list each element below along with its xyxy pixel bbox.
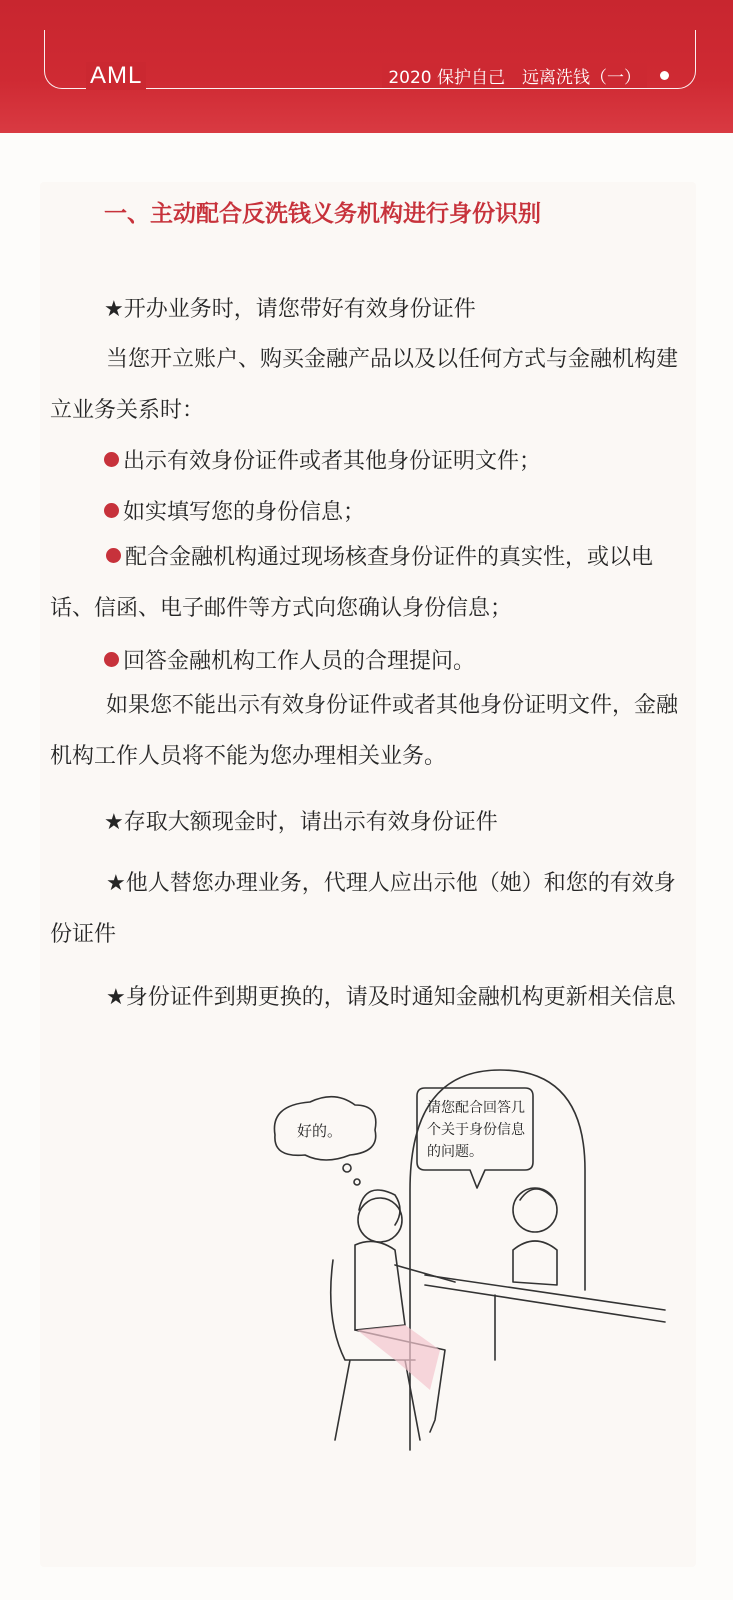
clerk-line-3: 的问题。: [427, 1144, 483, 1160]
bullet-item-2: [104, 487, 684, 538]
bullet-text: 出示有效身份证件或者其他身份证明文件；: [123, 449, 542, 474]
customer-hair: [359, 1190, 400, 1225]
tip-id-documents: ★开办业务时，请您带好有效身份证件: [104, 297, 476, 322]
tip-large-cash: ★存取大额现金时，请出示有效身份证件: [104, 810, 498, 835]
customer-bubble-text: 好的。: [297, 1122, 343, 1140]
clerk-line-1: 请您配合回答几: [427, 1100, 525, 1116]
thought-dot: [343, 1164, 351, 1172]
bullet-item-1: [104, 436, 684, 487]
section-heading: 一、主动配合反洗钱义务机构进行身份识别: [104, 201, 541, 227]
customer-body: [355, 1241, 405, 1330]
bank-counter-illustration: [255, 1060, 675, 1460]
customer-arm: [395, 1265, 455, 1282]
bullet-item-3: [50, 532, 680, 634]
aml-tag: AML: [86, 62, 146, 90]
warning-paragraph: 如果您不能出示有效身份证件或者其他身份证明文件，金融机构工作人员将不能为您办理相关业务。: [50, 693, 679, 769]
tip-agent: ★他人替您办理业务，代理人应出示他（她）和您的有效身份证件: [50, 871, 676, 947]
bullet-text: 配合金融机构通过现场核查身份证件的真实性，或以电话、信函、电子邮件等方式向您确认身份信息；: [50, 545, 654, 621]
header-dot: [660, 71, 669, 80]
clerk-line-2: 个关于身份信息: [427, 1122, 525, 1138]
bullet-text: 回答金融机构工作人员的合理提问。: [123, 649, 476, 674]
thought-dot: [354, 1179, 360, 1185]
bullet-text: 如实填写您的身份信息；: [123, 500, 366, 525]
bullet-dot: [104, 452, 119, 467]
customer-pants: [357, 1325, 440, 1390]
bullet-dot: [104, 652, 119, 667]
counter: [425, 1275, 665, 1360]
series-title: 2020 保护自己 远离洗钱（一）: [382, 63, 647, 88]
clerk-body: [513, 1241, 557, 1285]
intro-paragraph: 当您开立账户、购买金融产品以及以任何方式与金融机构建立业务关系时：: [50, 347, 679, 423]
tip-renewal: ★身份证件到期更换的，请及时通知金融机构更新相关信息: [106, 985, 676, 1010]
bullet-dot: [106, 548, 121, 563]
customer-head: [358, 1198, 402, 1242]
clerk-bubble-text: [427, 1099, 529, 1160]
bullet-dot: [104, 503, 119, 518]
